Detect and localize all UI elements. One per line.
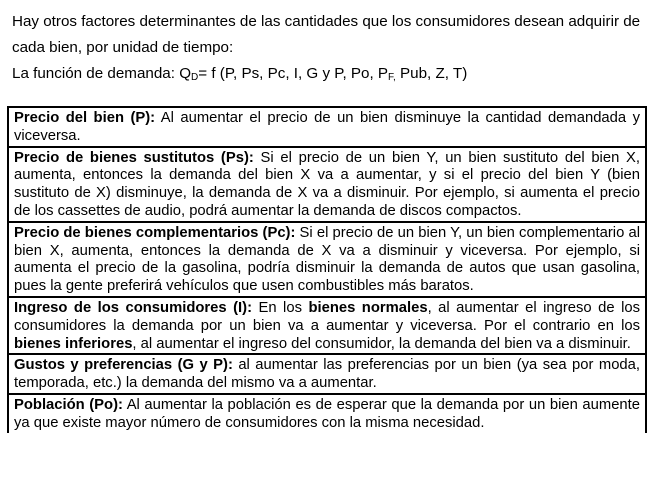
formula-middle: = f (P, Ps, Pc, I, G y P, Po, P (198, 65, 389, 82)
bold-inferior-goods: bienes inferiores (14, 335, 133, 352)
formula-prefix: La función de demanda: Q (12, 65, 192, 82)
row-title: Precio del bien (P): (14, 110, 156, 126)
row-text: Si el precio de un bien Y, un bien sustituto del bien X, aumenta, entonces la demanda del bien X va a aumentar, y si el precio del bien Y (bien sustituto de X) disminuye, la demanda de X va a disminuir. Por ejemplo, si aumenta el precio de los cassettes de audio, podrá aumentar la demanda de discos compactos. (14, 149, 640, 219)
row-title: Población (Po): (14, 396, 123, 413)
bold-normal-goods: bienes normales (308, 299, 428, 316)
table-row-price (7, 108, 647, 148)
row-text: En los (252, 299, 309, 316)
row-text: Al aumentar el precio de un bien disminuye la cantidad demandada y viceversa. (14, 110, 640, 144)
formula-subscript-f: F, (388, 72, 396, 83)
table-row-tastes (7, 355, 647, 395)
row-text: , al aumentar el ingreso del consumidor, la demanda del bien va a disminuir. (132, 335, 631, 352)
intro-section (12, 9, 644, 91)
demand-function-formula (12, 61, 644, 91)
formula-end: Pub, Z, T) (395, 65, 468, 82)
row-title: Gustos y preferencias (G y P): (14, 357, 233, 374)
row-text: Al aumentar la población es de esperar que la demanda por un bien aumente ya que existe mayor número de consumidores con la misma necesidad. (14, 396, 640, 431)
row-text: Si el precio de un bien Y, un bien complementario al bien X, aumenta, entonces la demanda de X va a disminuir y viceversa. Por ejemplo, si aumenta el precio de la gasolina, podría disminuir la demanda de autos que usan gasolina, pues la gente preferirá vehículos que usen combustibles más baratos. (14, 224, 640, 295)
table-row-population (7, 395, 647, 433)
row-title: Ingreso de los consumidores (I): (14, 299, 253, 316)
determinants-table (7, 106, 647, 433)
table-row-income (7, 298, 647, 355)
row-title: Precio de bienes complementarios (Pc): (14, 224, 296, 241)
formula-subscript-d: D (191, 72, 199, 83)
intro-paragraph: Hay otros factores determinantes de las cantidades que los consumidores desean adquirir de cada bien, por unidad de tiempo: (12, 13, 641, 56)
row-title: Precio de bienes sustitutos (Ps): (14, 149, 254, 166)
table-row-complements (7, 223, 647, 298)
row-text: , al aumentar el ingreso de los consumidores la demanda por un bien va a aumentar y viceversa. Por el contrario en los (14, 299, 640, 334)
row-text: al aumentar las preferencias por un bien (ya sea por moda, temporada, etc.) la demanda del mismo va a aumentar. (14, 357, 640, 392)
table-row-substitutes (7, 148, 647, 223)
